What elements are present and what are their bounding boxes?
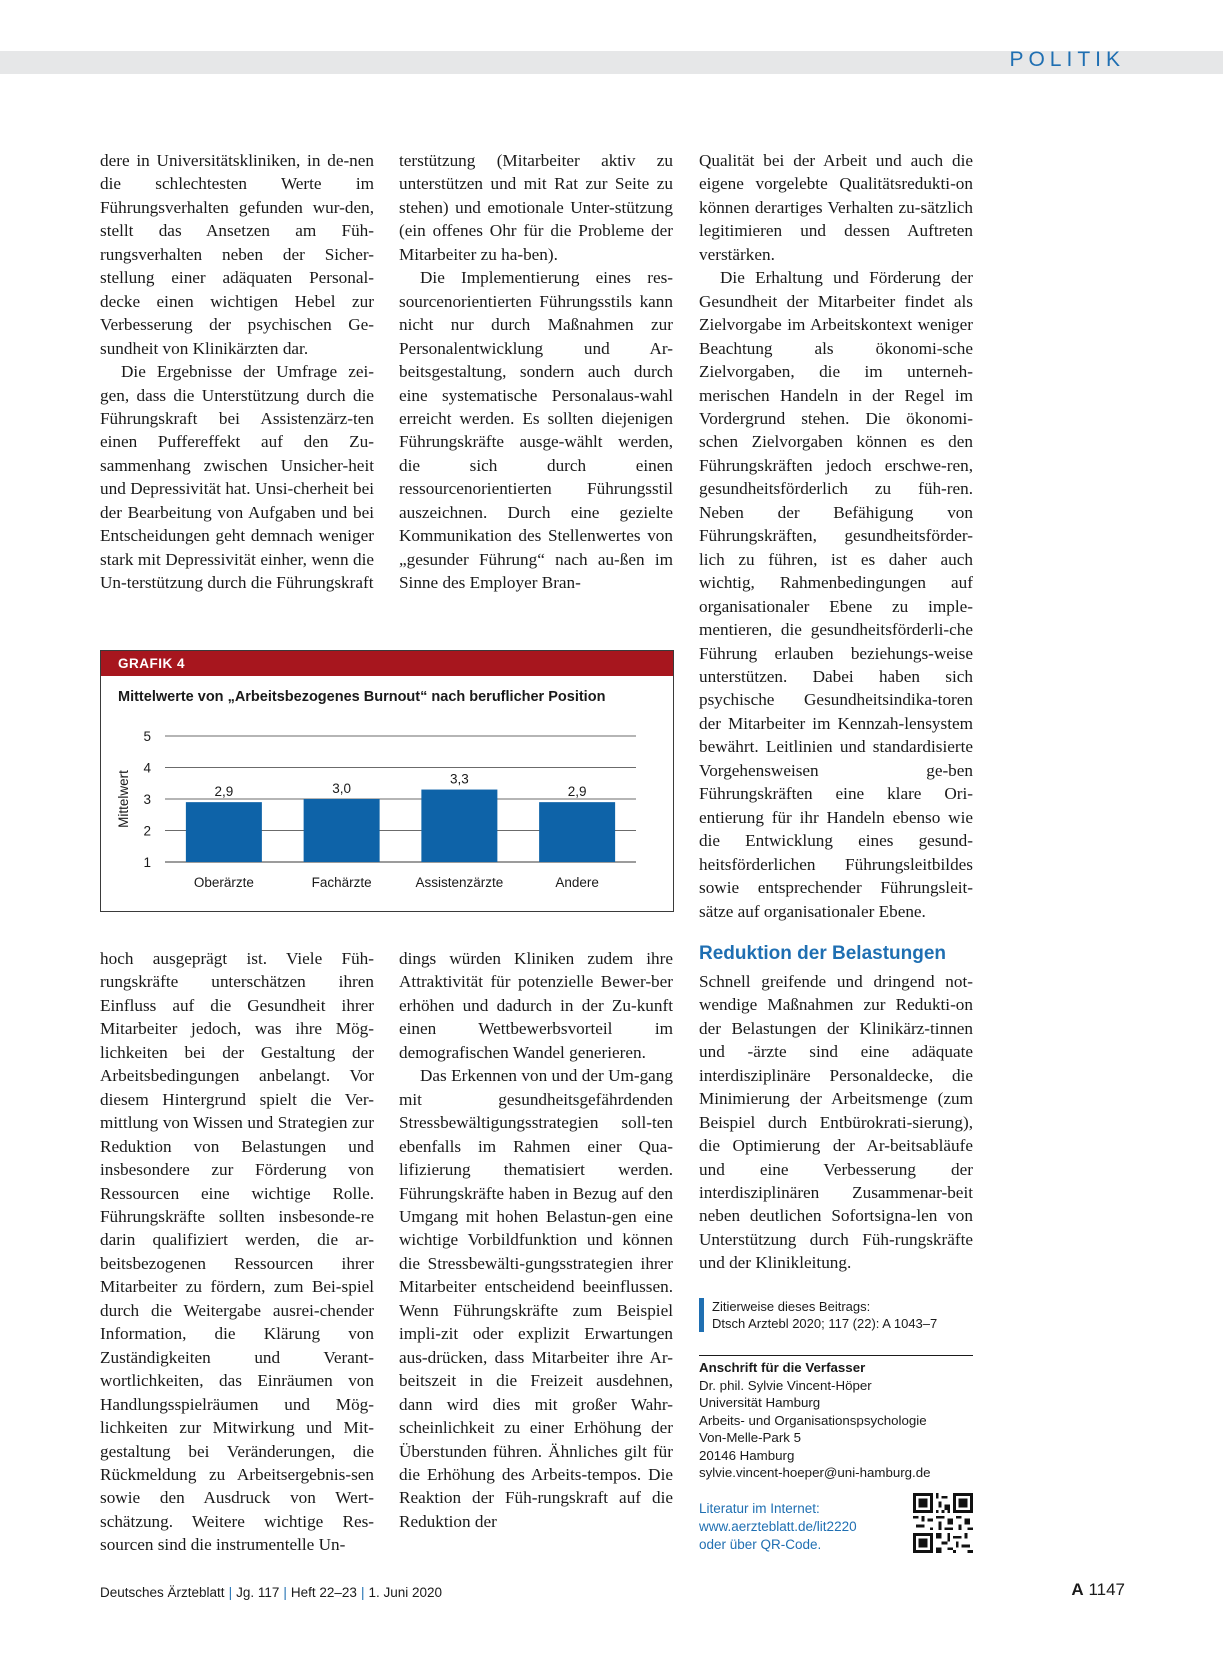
literature-link[interactable]: www.aerzteblatt.de/lit2220 <box>699 1519 857 1534</box>
issue: Heft 22–23 <box>290 1585 357 1600</box>
chart-title: Mittelwerte von „Arbeitsbezogenes Burnout“ nach beruflicher Position <box>118 689 606 705</box>
data-label: 3,3 <box>449 771 469 787</box>
paragraph: Schnell greifende und dringend not-wendige Maßnahmen zur Redukti-on der Belastungen der Klinikärz-tinnen und -ärzte sind eine adäquate interdisziplinäre Personaldecke, die Minimierung der Arbeitsmenge (zum Beispiel durch Entbürokrati-sierung), die Optimierung der Ar-beitsabläufe und eine Verbesserung der interdisziplinären Zusammenar-beit neben deutlichen Sofortsigna-len von Unterstützung durch Füh-rungskräfte und der Klinikleitung. <box>699 971 973 1273</box>
paragraph: terstützung (Mitarbeiter aktiv zu unterstützen und mit Rat zur Seite zu stehen) und emotionale Unter-stützung (ein offenes Ohr für die Probleme der Mitarbeiter zu ha-ben). <box>399 151 673 264</box>
page-number <box>1071 1580 1125 1600</box>
x-tick-label: Assistenzärzte <box>415 875 504 890</box>
volume: Jg. 117 <box>236 1585 280 1600</box>
paragraph: dings würden Kliniken zudem ihre Attraktivität für potenzielle Bewer-ber erhöhen und dadurch in der Zu-kunft einen Wettbewerbsvorteil im demografischen Wandel generieren. <box>399 949 673 1062</box>
address-line: Dr. phil. Sylvie Vincent-Höper <box>699 1377 872 1393</box>
address-line: 20146 Hamburg <box>699 1447 795 1463</box>
paragraph: Die Erhaltung und Förderung der Gesundheit der Mitarbeiter findet als Zielvorgabe im Arbeitskontext weniger Beachtung als ökonomi-sche Zielvorgaben, die im unterneh-merischen Handeln in der Regel im Vordergrund stehen. Die ökonomi-schen Zielvorgaben können es den Führungskräften jedoch erschwe-ren, gesundheitsförderlich zu füh-ren. Neben der Befähigung von Führungskräften, gesundheitsförder-lich zu führen, ist es daher auch wichtig, Rahmenbedingungen auf organisationaler Ebene zu imple-mentieren, die gesundheitsförderli-che Führung erlauben beziehungs-weise unterstützen. Dabei haben sich psychische Gesundheitsindika-toren der Mitarbeiter im Kennzah-lensystem bewährt. Leitlinien und standardisierte Vorgehensweisen ge-ben Führungskräften eine klare Ori-entierung für ihr Handeln ebenso wie die Entwicklung eines gesund-heitsförderlichen Führungsleitbildes sowie entsprechender Führungsleit-sätze auf organisationaler Ebene. <box>699 268 973 921</box>
data-label: 2,9 <box>214 784 234 800</box>
paragraph: dere in Universitätskliniken, in de-nen die schlechtesten Werte im Führungsverhalten gefunden wur-den, stellt das Ansetzen am Füh-rungsverhalten neben der Sicher-stellung einer adäquaten Personal-decke einen wichtigen Hebel zur Verbesserung der psychischen Ge-sundheit von Klinikärzten dar. <box>100 151 374 358</box>
citation-reference: Dtsch Arztebl 2020; 117 (22): A 1043–7 <box>712 1316 938 1331</box>
paragraph: Qualität bei der Arbeit und auch die eigene vorgelebte Qualitätsredukti-on können derartiges Verhalten zu-sätzlich legitimieren und dessen Auftreten verstärken. <box>699 151 973 264</box>
figure-grafik-4 <box>100 650 674 912</box>
figure-label: GRAFIK 4 <box>101 651 673 676</box>
paragraph: hoch ausgeprägt ist. Viele Füh-rungskräfte unterschätzen ihren Einfluss auf die Gesundheit ihrer Mitarbeiter jedoch, was ihre Mög-lichkeiten bei der Gestaltung der Arbeitsbedingungen anbelangt. Vor diesem Hintergrund spielt die Ver-mittlung von Wissen und Strategien zur Reduktion von Belastungen und insbesondere zur Förderung von Ressourcen eine wichtige Rolle. Führungskräfte sollten insbesonde-re darin qualifiziert werden, die ar-beitsbezogenen Ressourcen ihrer Mitarbeiter zu fördern, zum Bei-spiel durch die Weitergabe ausrei-chender Information, die Klärung von Zuständigkeiten und Verant-wortlichkeiten, das Einräumen von Handlungsspielräumen und Mög-lichkeiten zur Mitwirkung und Mit-gestaltung bei Veränderungen, die Rückmeldung zu Arbeitsergebnis-sen sowie den Ausdruck von Wert-schätzung. Weitere wichtige Res-sourcen sind die instrumentelle Un- <box>100 949 374 1555</box>
journal-name: Deutsches Ärzteblatt <box>100 1585 225 1600</box>
citation-note <box>699 1298 973 1332</box>
y-tick-label: 4 <box>143 760 151 776</box>
page-number-value: 1147 <box>1088 1580 1125 1599</box>
bar <box>421 790 497 862</box>
column-2-top <box>399 149 673 595</box>
divider <box>699 1355 973 1356</box>
y-axis-label: Mittelwert <box>116 770 131 828</box>
bar <box>304 799 380 862</box>
y-tick-label: 2 <box>143 823 151 839</box>
bar-chart <box>101 651 672 910</box>
address-line: Universität Hamburg <box>699 1395 821 1410</box>
qr-code-icon[interactable] <box>913 1493 973 1553</box>
column-1-top <box>100 149 374 595</box>
paragraph: Die Implementierung eines res-sourcenorientierten Führungsstils kann nicht nur durch Maßnahmen zur Personalentwicklung und Ar-beitsgestaltung, sondern auch durch eine systematische Personalaus-wahl erreicht werden. Es sollten diejenigen Führungskräfte ausge-wählt werden, die sich durch einen ressourcenorientierten Führungsstil auszeichnen. Durch eine gezielte Kommunikation des Stellenwertes von „gesunder Führung“ nach au-ßen im Sinne des Employer Bran- <box>399 268 673 593</box>
literature-qr-note: oder über QR-Code. <box>699 1537 822 1552</box>
page-prefix: A <box>1071 1580 1084 1599</box>
section-label: POLITIK <box>1009 48 1125 71</box>
y-tick-label: 1 <box>143 855 151 870</box>
author-address <box>699 1359 973 1482</box>
column-1-bottom <box>100 947 374 1557</box>
address-email[interactable]: sylvie.vincent-hoeper@uni-hamburg.de <box>699 1465 931 1480</box>
x-tick-label: Oberärzte <box>193 875 254 890</box>
y-tick-label: 3 <box>143 792 151 807</box>
x-tick-label: Fachärzte <box>311 875 372 890</box>
bar <box>186 802 262 862</box>
paragraph: Die Ergebnisse der Umfrage zei-gen, dass die Unterstützung durch die Führungskraft bei Assistenzärz-ten einen Puffereffekt auf den Zu-sammenhang zwischen Unsicher-heit und Depressivität hat. Unsi-cherheit bei der Bearbeitung von Aufgaben und bei Entscheidungen geht demnach weniger stark mit Depressivität einher, wenn die Un-terstützung durch die Führungskraft <box>100 362 374 593</box>
literature-note <box>699 1500 899 1554</box>
separator: | <box>228 1585 233 1600</box>
address-line: Arbeits- und Organisationspsychologie <box>699 1412 927 1428</box>
bar <box>539 802 615 862</box>
column-2-bottom <box>399 947 673 1533</box>
separator: | <box>360 1585 365 1600</box>
footer <box>100 1585 442 1600</box>
literature-label: Literatur im Internet: <box>699 1501 820 1516</box>
y-tick-label: 5 <box>143 729 151 744</box>
x-tick-label: Andere <box>555 875 599 890</box>
date: 1. Juni 2020 <box>368 1585 443 1600</box>
paragraph: Das Erkennen von und der Um-gang mit gesundheitsgefährdenden Stressbewältigungsstrategien soll-ten ebenfalls im Rahmen einer Qua-lifizierung thematisiert werden. Führungskräfte haben in Bezug auf den Umgang mit hohen Belastun-gen eine wichtige Vorbildfunktion und können die Stressbewälti-gungsstrategien ihrer Mitarbeiter entscheidend beeinflussen. Wenn Führungskräfte zum Beispiel impli-zit oder explizit Erwartungen aus-drücken, dass Mitarbeiter ihre Ar-beitszeit in die Freizeit ausdehnen, dann wird dies mit großer Wahr-scheinlichkeit zu einer Erhöhung der Überstunden führen. Ähnliches gilt für die Erhöhung des Arbeits-tempos. Die Reaktion der Füh-rungskraft auf die Reduktion der <box>399 1066 673 1531</box>
section-heading: Reduktion der Belastungen <box>699 942 947 964</box>
data-label: 2,9 <box>567 784 587 800</box>
citation-label: Zitierweise dieses Beitrags: <box>712 1299 871 1314</box>
address-heading: Anschrift für die Verfasser <box>699 1360 866 1375</box>
data-label: 3,0 <box>332 781 352 796</box>
address-line: Von-Melle-Park 5 <box>699 1430 801 1445</box>
separator: | <box>283 1585 287 1600</box>
column-3 <box>699 149 973 1275</box>
